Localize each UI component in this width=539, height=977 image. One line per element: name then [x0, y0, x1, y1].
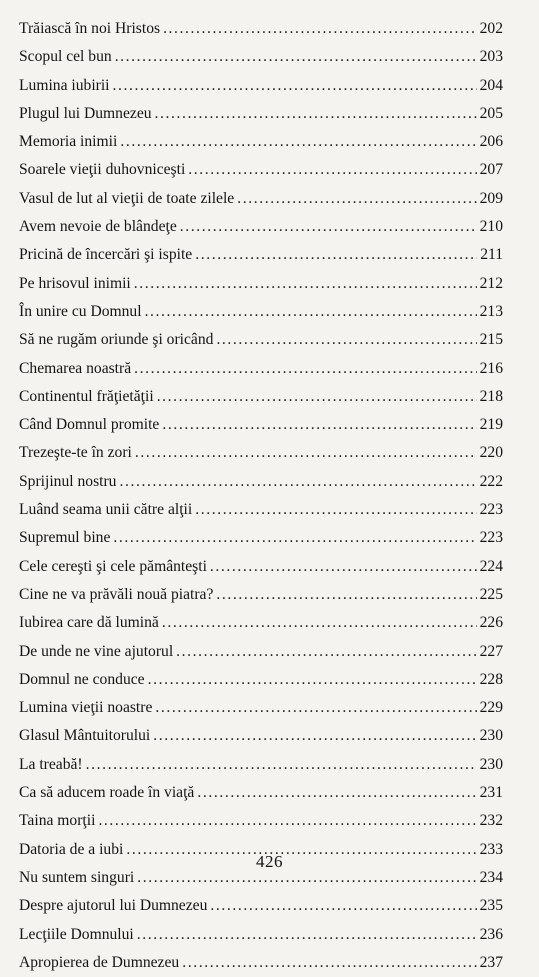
dot-leader [216, 326, 476, 354]
toc-entry [19, 355, 503, 383]
toc-entry [19, 383, 503, 411]
dot-leader [137, 921, 477, 949]
dot-leader [195, 241, 477, 269]
toc-entry-title: Vasul de lut al vieţii de toate zilele [19, 189, 235, 207]
toc-entry-title: Avem nevoie de blândeţe [19, 218, 177, 236]
toc-entry [19, 666, 503, 694]
toc-entry-title: Domnul ne conduce [19, 670, 145, 688]
dot-leader [237, 185, 476, 213]
toc-entry-title: Luând seama unii către alţii [19, 501, 193, 519]
dot-leader [113, 524, 476, 552]
toc-entry-title: Soarele vieţii duhovniceşti [19, 161, 186, 179]
toc-entry [19, 949, 503, 977]
toc-entry-title: La treabă! [19, 755, 83, 773]
toc-entry-page: 222 [479, 472, 503, 490]
toc-entry [19, 609, 503, 637]
toc-entry-title: În unire cu Domnul [19, 302, 142, 320]
toc-entry-title: Iubirea care dă lumină [19, 614, 159, 632]
toc-entry [19, 751, 503, 779]
dot-leader [135, 439, 477, 467]
toc-entry [19, 100, 503, 128]
toc-entry-page: 237 [479, 953, 503, 971]
dot-leader [162, 609, 477, 637]
toc-entry [19, 241, 503, 269]
toc-entry [19, 72, 503, 100]
toc-entry-title: Pricină de încercări şi ispite [19, 246, 193, 264]
toc-entry [19, 921, 503, 949]
dot-leader [197, 779, 476, 807]
toc-entry [19, 468, 503, 496]
toc-entry-page: 212 [479, 274, 503, 292]
toc-entry-page: 207 [479, 161, 503, 179]
toc-entry [19, 638, 503, 666]
toc-entry-page: 210 [479, 218, 503, 236]
dot-leader [195, 496, 476, 524]
toc-entry-title: Memoria inimii [19, 133, 118, 151]
dot-leader [113, 72, 477, 100]
toc-entry-title: Continentul frăţietăţii [19, 387, 154, 405]
toc-entry [19, 779, 503, 807]
toc-entry [19, 43, 503, 71]
dot-leader [115, 43, 477, 71]
toc-entry-title: Cele cereşti şi cele pământeşti [19, 557, 207, 575]
toc-entry-page: 232 [479, 812, 503, 830]
toc-entry [19, 156, 503, 184]
dot-leader [176, 638, 476, 666]
toc-entry-page: 225 [479, 585, 503, 603]
toc-entry-title: De unde ne vine ajutorul [19, 642, 174, 660]
toc-entry [19, 185, 503, 213]
toc-entry-title: Cine ne va prăvăli nouă piatra? [19, 585, 214, 603]
toc-entry-page: 204 [479, 76, 503, 94]
toc-entry [19, 15, 503, 43]
toc-entry-page: 228 [479, 670, 503, 688]
toc-entry-page: 209 [479, 189, 503, 207]
dot-leader [86, 751, 477, 779]
toc-entry-title: Lumina vieţii noastre [19, 699, 153, 717]
dot-leader [157, 383, 477, 411]
toc-entry [19, 553, 503, 581]
toc-entry-page: 219 [479, 416, 503, 434]
toc-entry [19, 326, 503, 354]
table-of-contents [19, 15, 503, 977]
toc-entry-page: 215 [479, 331, 503, 349]
dot-leader [119, 468, 476, 496]
toc-entry-title: Nu suntem singuri [19, 868, 135, 886]
toc-entry-page: 229 [479, 699, 503, 717]
toc-entry [19, 439, 503, 467]
toc-entry-page: 203 [479, 48, 503, 66]
toc-entry-page: 224 [479, 557, 503, 575]
toc-entry [19, 524, 503, 552]
toc-entry-page: 230 [479, 727, 503, 745]
toc-entry-title: Apropierea de Dumnezeu [19, 953, 180, 971]
toc-entry-page: 226 [479, 614, 503, 632]
dot-leader [153, 722, 476, 750]
toc-entry-title: Să ne rugăm oriunde şi oricând [19, 331, 214, 349]
toc-entry [19, 722, 503, 750]
toc-entry [19, 807, 503, 835]
dot-leader [216, 581, 476, 609]
toc-entry [19, 581, 503, 609]
toc-entry-title: Ca să aducem roade în viaţă [19, 784, 195, 802]
toc-entry-title: Lecţiile Domnului [19, 925, 134, 943]
dot-leader [210, 553, 477, 581]
dot-leader [120, 128, 476, 156]
dot-leader [134, 270, 477, 298]
toc-entry-title: Glasul Mântuitorului [19, 727, 151, 745]
toc-entry-page: 220 [479, 444, 503, 462]
dot-leader [148, 666, 477, 694]
toc-entry-title: Trezeşte-te în zori [19, 444, 132, 462]
toc-entry-page: 205 [479, 104, 503, 122]
toc-entry-page: 202 [479, 20, 503, 37]
dot-leader [180, 213, 477, 241]
toc-entry-page: 223 [479, 529, 503, 547]
toc-entry-title: Datoria de a iubi [19, 840, 124, 858]
toc-entry-title: Chemarea noastră [19, 359, 132, 377]
toc-entry-title: Când Domnul promite [19, 416, 160, 434]
toc-entry-title: Plugul lui Dumnezeu [19, 104, 152, 122]
toc-entry-title: Sprijinul nostru [19, 472, 117, 490]
dot-leader [182, 949, 476, 977]
toc-entry-page: 223 [479, 501, 503, 519]
dot-leader [155, 694, 476, 722]
toc-entry [19, 411, 503, 439]
toc-entry [19, 298, 503, 326]
toc-entry-title: Despre ajutorul lui Dumnezeu [19, 897, 208, 915]
toc-entry [19, 213, 503, 241]
toc-entry [19, 496, 503, 524]
toc-entry-title: Trăiască în noi Hristos [19, 20, 161, 37]
toc-entry-title: Scopul cel bun [19, 48, 112, 66]
toc-entry-page: 233 [479, 840, 503, 858]
toc-entry [19, 128, 503, 156]
toc-entry-page: 231 [479, 784, 503, 802]
toc-entry-page: 211 [480, 246, 503, 264]
toc-entry-page: 230 [479, 755, 503, 773]
toc-entry [19, 694, 503, 722]
toc-entry-page: 235 [479, 897, 503, 915]
dot-leader [155, 100, 477, 128]
toc-entry-title: Taina morţii [19, 812, 96, 830]
page-number: 426 [256, 852, 283, 871]
toc-entry [19, 270, 503, 298]
toc-entry-page: 216 [479, 359, 503, 377]
toc-entry-title: Pe hrisovul inimii [19, 274, 131, 292]
dot-leader [145, 298, 477, 326]
dot-leader [134, 355, 476, 383]
toc-entry-title: Lumina iubirii [19, 76, 110, 94]
dot-leader [162, 411, 476, 439]
dot-leader [98, 807, 476, 835]
toc-entry-page: 206 [479, 133, 503, 151]
toc-entry-page: 227 [479, 642, 503, 660]
toc-entry [19, 892, 503, 920]
toc-entry-page: 236 [479, 925, 503, 943]
dot-leader [163, 15, 477, 43]
toc-entry-title: Supremul bine [19, 529, 111, 547]
dot-leader [210, 892, 476, 920]
toc-entry-page: 234 [479, 868, 503, 886]
dot-leader [188, 156, 476, 184]
toc-entry-page: 213 [479, 302, 503, 320]
toc-entry-page: 218 [479, 387, 503, 405]
